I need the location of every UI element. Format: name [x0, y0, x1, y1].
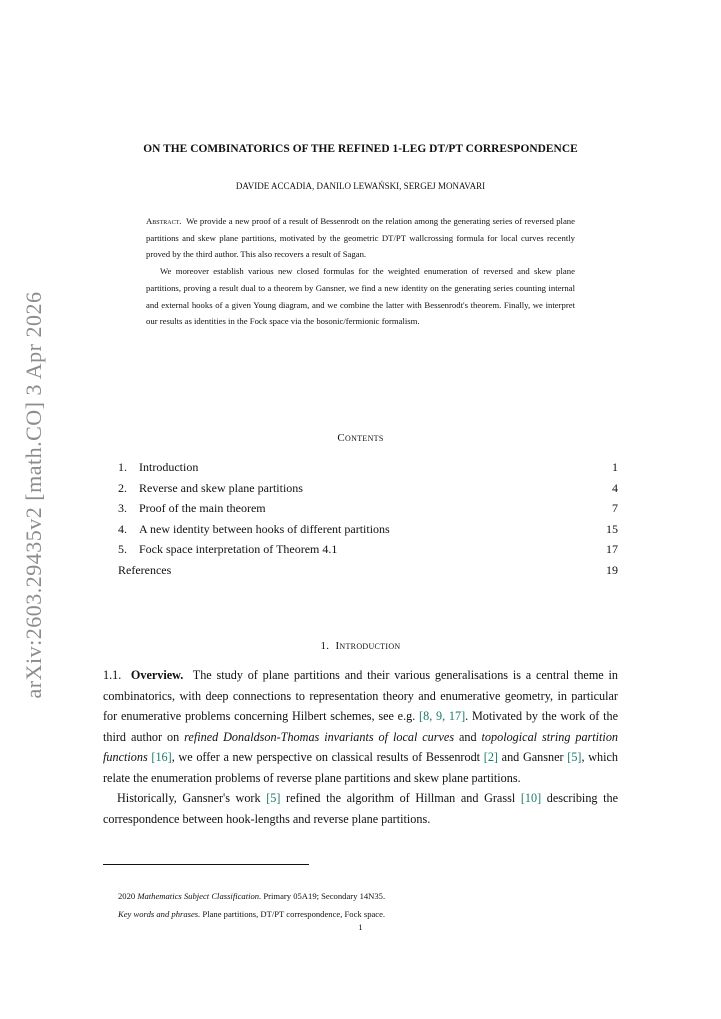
toc-entry-label: Proof of the main theorem — [139, 501, 266, 515]
paper-authors: DAVIDE ACCADIA, DANILO LEWAŃSKI, SERGEJ MONAVARI — [235, 181, 486, 191]
arxiv-stamp — [14, 290, 54, 700]
text-run: The study of plane partitions and their various generalisations is a central theme in combinatorics, with deep connections to representation theory and enumerative geometry, in particular for enumerative problems concerning Hilbert schemes, see e.g. — [103, 668, 618, 723]
keywords-value: Plane partitions, DT/PT correspondence, Fock space. — [200, 909, 386, 919]
intro-body — [103, 665, 618, 829]
toc-entry-fock-space[interactable] — [118, 539, 618, 560]
citation-link-5[interactable]: 5 — [270, 791, 277, 805]
keywords-label: Key words and phrases. — [118, 909, 201, 919]
emphasis-text: refined Donaldson-Thomas invariants of local curves — [184, 729, 455, 744]
subsection-number: 1.1. — [103, 668, 122, 682]
toc-entry-number: 1. — [118, 460, 127, 474]
toc-entry-number: 5. — [118, 542, 127, 556]
citation-bracket: [2] — [483, 750, 498, 764]
text-run: , which relate the enumeration problems of reverse plane partitions and skew plane partitions. — [103, 750, 618, 785]
arxiv-stamp-text: arXiv:2603.29435v2 [math.CO] 3 Apr 2026 — [21, 291, 46, 699]
text-run: refined the algorithm of Hillman and Grassl — [280, 791, 521, 805]
citation-link-16[interactable]: 16 — [155, 750, 168, 764]
toc-entry-references[interactable] — [118, 560, 618, 581]
intro-paragraph-1 — [103, 665, 618, 788]
toc-entry-page: 7 — [612, 501, 618, 515]
toc-entry-page: 17 — [606, 542, 618, 556]
text-run: and — [454, 729, 482, 744]
toc-entry-introduction[interactable] — [118, 457, 618, 478]
citation-link-2[interactable]: 2 — [487, 750, 494, 764]
toc-entry-label: Reverse and skew plane partitions — [139, 480, 303, 495]
text-run: , we offer a new perspective on classical results of Bessenrodt — [171, 750, 484, 764]
emphasis-text: topological string partition functions — [103, 729, 619, 764]
citation-bracket: [16] — [151, 750, 172, 764]
abstract — [146, 213, 575, 330]
table-of-contents — [118, 457, 618, 580]
toc-entry-label: Fock space interpretation of Theorem 4.1 — [139, 542, 338, 556]
footnotes — [118, 887, 608, 923]
toc-entry-label: Introduction — [139, 460, 199, 474]
citation-bracket: [8, 9, 17] — [419, 709, 466, 723]
toc-entry-page: 15 — [606, 521, 618, 536]
section-heading — [103, 640, 618, 652]
citation-link-10[interactable]: 10 — [524, 791, 538, 805]
citation-link-17[interactable]: 17 — [448, 709, 462, 723]
abstract-paragraph-1 — [146, 213, 575, 263]
toc-entry-new-identity[interactable] — [118, 519, 618, 540]
text-run: and Gansner — [497, 750, 568, 764]
intro-paragraph-2 — [103, 788, 618, 829]
msc-year: 2020 — [118, 891, 138, 901]
toc-entry-page: 19 — [606, 562, 618, 577]
subsection-title: Overview. — [130, 668, 184, 682]
citation-link-8[interactable]: 8 — [423, 709, 430, 723]
page-number: 1 — [358, 922, 363, 932]
footnote-keywords — [118, 905, 608, 923]
toc-entry-number: 3. — [118, 501, 127, 515]
text-run: describing the correspondence between hook-lengths and reverse plane partitions. — [103, 791, 618, 826]
section-number: 1. — [320, 640, 330, 652]
abstract-text-1: We provide a new proof of a result of Bessenrodt on the relation among the generating series of reversed plane partitions and skew plane partitions, motivated by the geometric DT/PT wallcrossing formula for local curves recently proved by the third author. This also recovers a result of Sagan. — [146, 216, 576, 260]
citation-bracket: [5] — [266, 791, 281, 805]
text-run: . Motivated by the work of the third author on — [103, 709, 619, 744]
citation-link-9[interactable]: 9 — [436, 709, 443, 723]
toc-entry-label: References — [118, 562, 172, 577]
citation-link-5[interactable]: 5 — [571, 750, 578, 764]
contents-heading: Contents — [337, 432, 384, 444]
toc-entry-number: 4. — [118, 521, 127, 536]
abstract-heading: Abstract. — [146, 216, 182, 226]
section-title: Introduction — [335, 640, 401, 652]
toc-entry-label: A new identity between hooks of different partitions — [139, 521, 390, 536]
footnote-divider — [103, 864, 309, 865]
msc-label: Mathematics Subject Classification. — [137, 891, 262, 901]
paper-title: ON THE COMBINATORICS OF THE REFINED 1-LEG DT/PT CORRESPONDENCE — [143, 143, 578, 155]
toc-entry-reverse-skew[interactable] — [118, 478, 618, 499]
toc-entry-proof[interactable] — [118, 498, 618, 519]
toc-entry-number: 2. — [118, 480, 127, 495]
msc-value: Primary 05A19; Secondary 14N35. — [261, 891, 386, 901]
citation-bracket: [10] — [520, 791, 542, 805]
abstract-paragraph-2: We moreover establish various new closed formulas for the weighted enumeration of reversed and skew plane partitions, proving a result dual to a theorem by Gansner, we find a new identity on the generating series counting internal and external hooks of a given Young diagram, and we combine the latter with Bessenrodt's theorem. Finally, we interpret our results as identities in the Fock space via the bosonic/fermionic formalism. — [146, 266, 575, 327]
toc-entry-page: 1 — [612, 460, 618, 474]
text-run: Historically, Gansner's work — [117, 791, 267, 805]
toc-entry-page: 4 — [612, 480, 618, 495]
citation-bracket: [5] — [567, 750, 582, 764]
footnote-msc — [118, 887, 608, 905]
